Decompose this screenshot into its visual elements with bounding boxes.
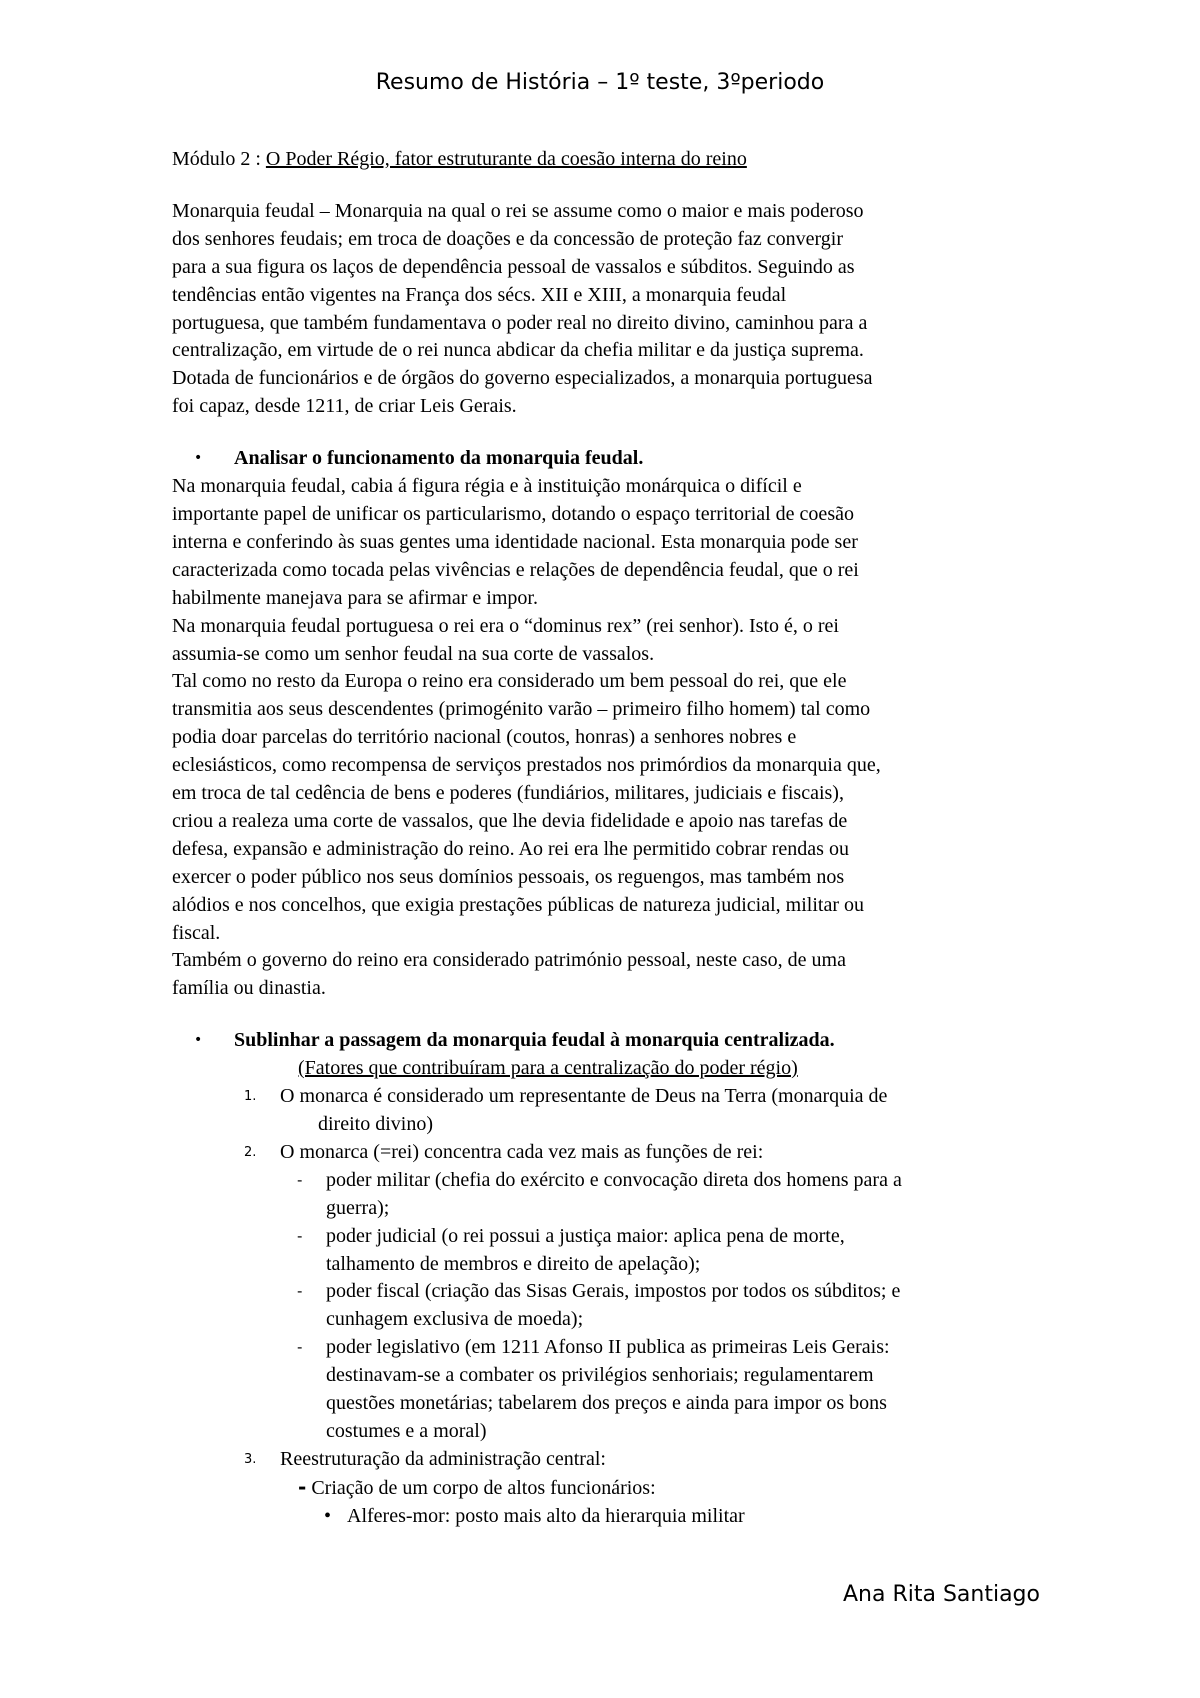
- dash-text: poder legislativo (em 1211 Afonso II publica as primeiras Leis Gerais:: [326, 1336, 890, 1359]
- dash-text: talhamento de membros e direito de apelação);: [326, 1252, 701, 1275]
- module-line: [172, 146, 1052, 174]
- numbered-item: [172, 1139, 1052, 1167]
- intro-line: dos senhores feudais; em troca de doações e da concessão de proteção faz convergir: [172, 227, 844, 250]
- section1-line: em troca de tal cedência de bens e poderes (fundiários, militares, judiciais e fiscais),: [172, 782, 844, 805]
- page-header: Resumo de História – 1º teste, 3ºperiodo: [375, 70, 825, 95]
- sub-dot-item: [172, 1503, 1052, 1531]
- dash-text: poder militar (chefia do exército e convocação direta dos homens para a: [326, 1168, 902, 1191]
- section1-line: habilmente manejava para se afirmar e impor.: [172, 586, 538, 609]
- section1-line: Na monarquia feudal portuguesa o rei era o “dominus rex” (rei senhor). Isto é, o rei: [172, 614, 839, 637]
- item-text-cont: direito divino): [318, 1113, 433, 1135]
- dash-text: poder judicial (o rei possui a justiça maior: aplica pena de morte,: [326, 1224, 845, 1247]
- section1-line: família ou dinastia.: [172, 977, 326, 1000]
- document-body: [172, 146, 1052, 1531]
- dash-item: [172, 1334, 1052, 1446]
- sub-dash-text: Criação de um corpo de altos funcionários:: [306, 1476, 656, 1499]
- dash-marker: -: [297, 1282, 303, 1301]
- intro-line: centralização, em virtude de o rei nunca abdicar da chefia militar e da justiça suprema.: [172, 339, 864, 362]
- dash-text: destinavam-se a combater os privilégios senhoriais; regulamentarem: [326, 1364, 874, 1387]
- item-text: O monarca é considerado um representante de Deus na Terra (monarquia de: [280, 1085, 888, 1108]
- numbered-item: [172, 1446, 1052, 1474]
- section1-line: criou a realeza uma corte de vassalos, que lhe devia fidelidade e apoio nas tarefas de: [172, 809, 848, 832]
- section1-line: importante papel de unificar os particularismo, dotando o espaço territorial de coesão: [172, 502, 854, 525]
- section1-heading: [172, 445, 1052, 473]
- intro-line: para a sua figura os laços de dependência pessoal de vassalos e súbditos. Seguindo as: [172, 255, 855, 278]
- section1-line: alódios e nos concelhos, que exigia prestações públicas de natureza judicial, militar ou: [172, 893, 864, 916]
- section1-paragraph: [172, 473, 1052, 1003]
- intro-line: Dotada de funcionários e de órgãos do governo especializados, a monarquia portuguesa: [172, 367, 873, 390]
- section1-line: exercer o poder público nos seus domínios pessoais, os reguengos, mas também nos: [172, 865, 845, 888]
- section1-line: transmitia aos seus descendentes (primogénito varão – primeiro filho homem) tal como: [172, 698, 871, 721]
- dash-item: [172, 1278, 1052, 1334]
- numbered-item: [172, 1083, 1052, 1139]
- section1-line: assumia-se como um senhor feudal na sua corte de vassalos.: [172, 642, 655, 665]
- section1-heading-text: Analisar o funcionamento da monarquia feudal.: [234, 447, 644, 470]
- section1-line: Também o governo do reino era considerado património pessoal, neste caso, de uma: [172, 949, 846, 972]
- dash-text: questões monetárias; tabelarem dos preços e ainda para impor os bons: [326, 1392, 887, 1415]
- section2-caption: (Fatores que contribuíram para a centralização do poder régio): [298, 1057, 798, 1080]
- dash-text: guerra);: [326, 1196, 390, 1219]
- dash-item: [172, 1167, 1052, 1223]
- intro-paragraph: [172, 198, 1052, 421]
- intro-line: portuguesa, que também fundamentava o poder real no direito divino, caminhou para a: [172, 311, 868, 334]
- dash-marker: -: [298, 1474, 307, 1499]
- dash-text: costumes e a moral): [326, 1419, 487, 1442]
- intro-line: foi capaz, desde 1211, de criar Leis Gerais.: [172, 395, 517, 418]
- bullet-icon: •: [324, 1504, 332, 1527]
- section1-line: podia doar parcelas do território nacional (coutos, honras) a senhores nobres e: [172, 726, 797, 749]
- bullet-icon: •: [194, 450, 203, 467]
- dash-text: poder fiscal (criação das Sisas Gerais, impostos por todos os súbditos; e: [326, 1280, 901, 1303]
- section1-line: caracterizada como tocada pelas vivências e relações de dependência feudal, que o rei: [172, 558, 859, 581]
- dash-marker: -: [297, 1170, 303, 1189]
- dash-item: [172, 1223, 1052, 1279]
- dash-marker: -: [297, 1338, 303, 1357]
- dash-text: cunhagem exclusiva de moeda);: [326, 1308, 584, 1331]
- item-text: Reestruturação da administração central:: [280, 1447, 606, 1470]
- section1-line: fiscal.: [172, 921, 221, 944]
- dash-marker: -: [297, 1226, 303, 1245]
- section1-line: Na monarquia feudal, cabia á figura régia e à instituição monárquica o difícil e: [172, 475, 802, 498]
- section1-line: defesa, expansão e administração do reino. Ao rei era lhe permitido cobrar rendas ou: [172, 837, 849, 860]
- section1-line: eclesiásticos, como recompensa de serviços prestados nos primórdios da monarquia que,: [172, 754, 881, 777]
- module-prefix: Módulo 2 :: [172, 148, 266, 170]
- item-number: 1.: [244, 1089, 257, 1105]
- section2-heading: [172, 1027, 1052, 1055]
- item-text: O monarca (=rei) concentra cada vez mais as funções de rei:: [280, 1140, 764, 1163]
- module-title: O Poder Régio, fator estruturante da coesão interna do reino: [265, 148, 747, 170]
- bullet-icon: •: [194, 1032, 203, 1049]
- section1-line: Tal como no resto da Europa o reino era considerado um bem pessoal do rei, que ele: [172, 670, 847, 693]
- sub-dash-item: [172, 1474, 1052, 1503]
- sub-dot-text: Alferes-mor: posto mais alto da hierarquia militar: [347, 1504, 745, 1527]
- intro-line: Monarquia feudal – Monarquia na qual o rei se assume como o maior e mais poderoso: [172, 199, 864, 222]
- item-number: 3.: [244, 1451, 257, 1467]
- section1-line: interna e conferindo às suas gentes uma identidade nacional. Esta monarquia pode ser: [172, 530, 858, 553]
- intro-line: tendências então vigentes na França dos sécs. XII e XIII, a monarquia feudal: [172, 283, 787, 306]
- item-number: 2.: [244, 1144, 257, 1160]
- section2-heading-text: Sublinhar a passagem da monarquia feudal à monarquia centralizada.: [234, 1029, 835, 1052]
- page-footer-author: Ana Rita Santiago: [842, 1582, 1040, 1607]
